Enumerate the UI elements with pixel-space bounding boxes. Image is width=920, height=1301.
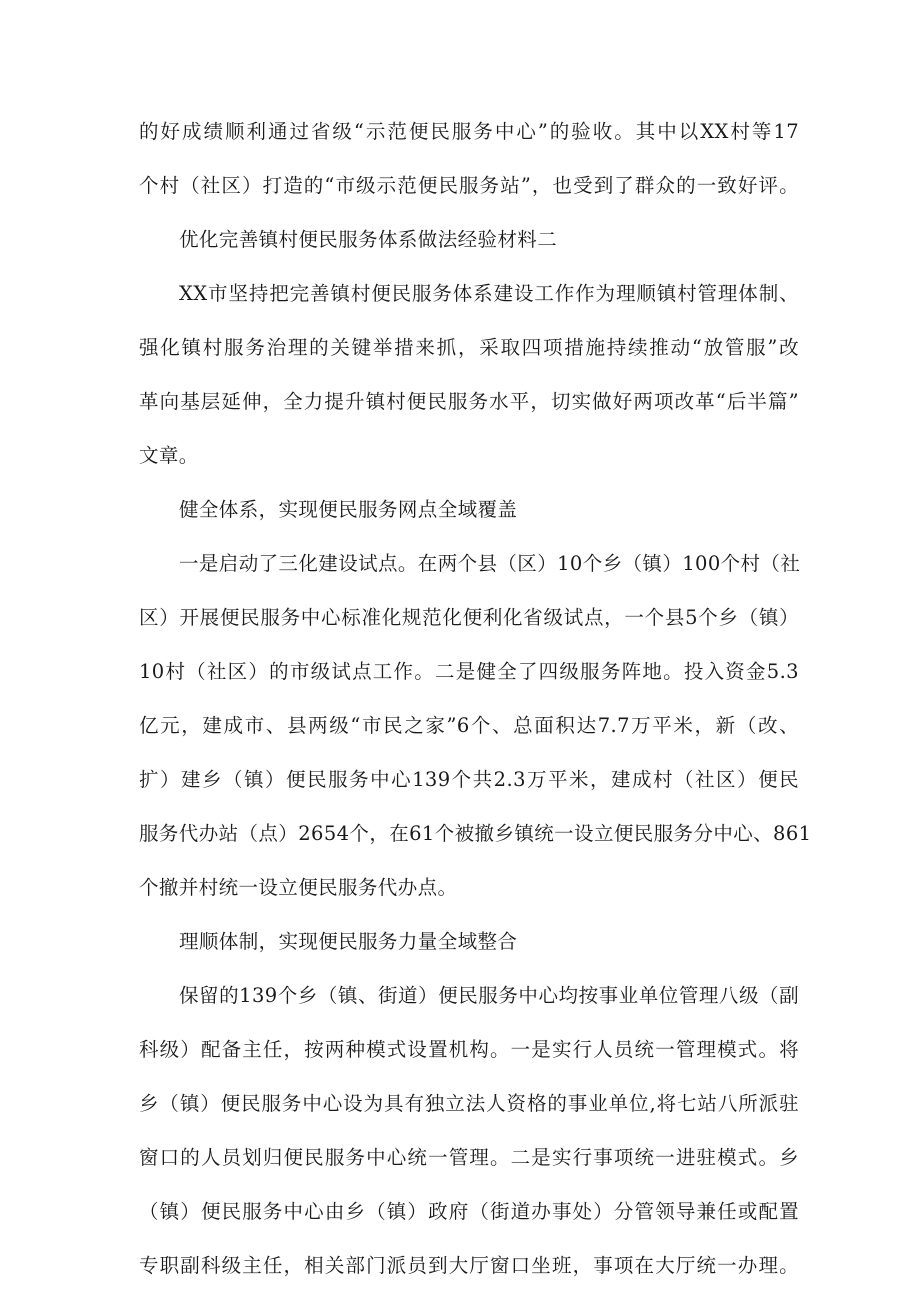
paragraph-line: 个撤并村统一设立便民服务代办点。 [139, 876, 458, 899]
section-heading: 理顺体制，实现便民服务力量全域整合 [179, 930, 518, 953]
paragraph-line: 扩）建乡（镇）便民服务中心139个共2.3万平米，建成村（社区）便民 [139, 768, 799, 791]
paragraph-line: 区）开展便民服务中心标准化规范化便利化省级试点，一个县5个乡（镇） [139, 606, 799, 629]
paragraph-line: XX市坚持把完善镇村便民服务体系建设工作作为理顺镇村管理体制、 [179, 282, 799, 305]
paragraph-line: 科级）配备主任，按两种模式设置机构。一是实行人员统一管理模式。将 [139, 1038, 799, 1061]
paragraph-line: 一是启动了三化建设试点。在两个县（区）10个乡（镇）100个村（社 [179, 552, 801, 575]
section-title: 优化完善镇村便民服务体系做法经验材料二 [179, 228, 558, 251]
paragraph-line: 乡（镇）便民服务中心设为具有独立法人资格的事业单位,将七站八所派驻 [139, 1092, 799, 1115]
section-heading: 健全体系，实现便民服务网点全域覆盖 [179, 498, 518, 521]
paragraph-line: 专职副科级主任，相关部门派员到大厅窗口坐班，事项在大厅统一办理。 [139, 1254, 799, 1277]
paragraph-line: 文章。 [139, 444, 199, 467]
paragraph-line: 服务代办站（点）2654个，在61个被撤乡镇统一设立便民服务分中心、861 [139, 822, 812, 845]
paragraph-line: 亿元，建成市、县两级“市民之家”6个、总面积达7.7万平米，新（改、 [139, 714, 799, 737]
paragraph-line: 的好成绩顺利通过省级“示范便民服务中心”的验收。其中以XX村等17 [139, 120, 799, 143]
paragraph-line: 保留的139个乡（镇、街道）便民服务中心均按事业单位管理八级（副 [179, 984, 799, 1007]
paragraph-line: 强化镇村服务治理的关键举措来抓，采取四项措施持续推动“放管服”改 [139, 336, 799, 359]
paragraph-line: 窗口的人员划归便民服务中心统一管理。二是实行事项统一进驻模式。乡 [139, 1146, 799, 1169]
paragraph-line: 个村（社区）打造的“市级示范便民服务站”，也受到了群众的一致好评。 [139, 174, 799, 197]
paragraph-line: 革向基层延伸，全力提升镇村便民服务水平，切实做好两项改革“后半篇” [139, 390, 799, 413]
paragraph-line: 10村（社区）的市级试点工作。二是健全了四级服务阵地。投入资金5.3 [139, 660, 799, 683]
paragraph-line: （镇）便民服务中心由乡（镇）政府（街道办事处）分管领导兼任或配置 [139, 1200, 799, 1223]
